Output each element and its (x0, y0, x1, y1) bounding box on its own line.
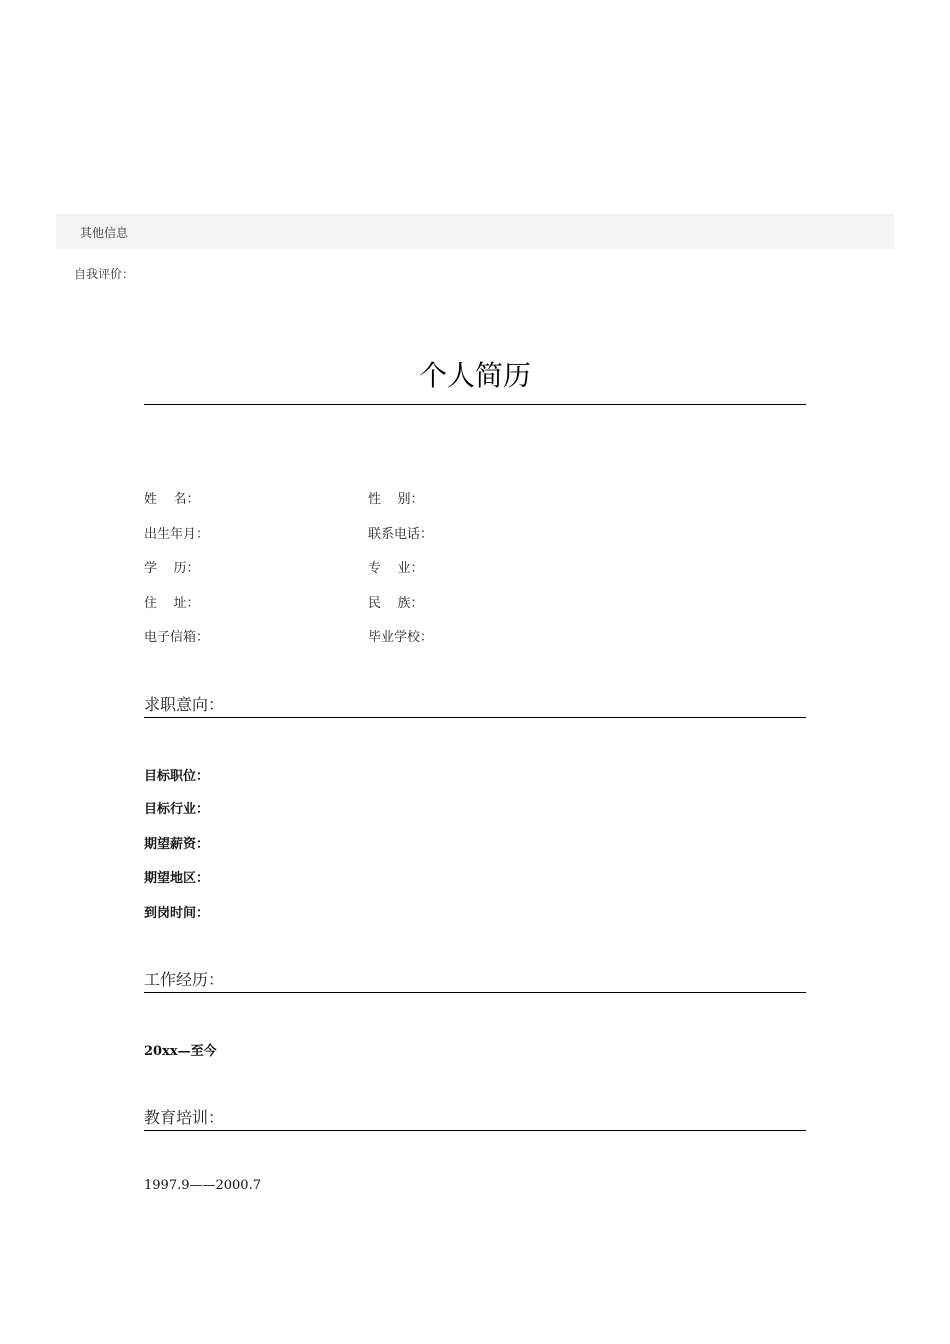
other-info-section-header (56, 214, 894, 249)
education-heading: 教育培训： (144, 1108, 225, 1127)
work-period: 20xx—至今 (144, 1044, 217, 1059)
education-underline (144, 1130, 806, 1131)
expected-salary-label: 期望薪资： (144, 837, 210, 852)
school-label: 毕业学校： (368, 630, 434, 645)
resume-title: 个人简历 (418, 359, 531, 392)
name-label: 姓 名： (144, 492, 200, 507)
education-level-label: 学 历： (144, 561, 200, 576)
birth-date-label: 出生年月： (144, 527, 210, 542)
education-period: 1997.9——2000.7 (144, 1178, 261, 1193)
work-experience-underline (144, 992, 806, 993)
start-date-label: 到岗时间： (144, 906, 210, 921)
email-label: 电子信箱： (144, 630, 210, 645)
address-label: 住 址： (144, 596, 200, 611)
target-industry-label: 目标行业： (144, 802, 210, 817)
ethnicity-label: 民 族： (368, 596, 424, 611)
self-evaluation-label: 自我评价： (74, 267, 135, 281)
work-experience-heading: 工作经历： (144, 970, 225, 989)
gender-label: 性 别： (368, 492, 424, 507)
target-position-label: 目标职位： (144, 769, 210, 784)
phone-label: 联系电话： (368, 527, 434, 542)
job-intention-underline (144, 717, 806, 718)
job-intention-heading: 求职意向： (144, 695, 225, 714)
other-info-title: 其他信息 (80, 226, 129, 240)
major-label: 专 业： (368, 561, 424, 576)
title-underline (144, 404, 806, 405)
expected-region-label: 期望地区： (144, 871, 210, 886)
